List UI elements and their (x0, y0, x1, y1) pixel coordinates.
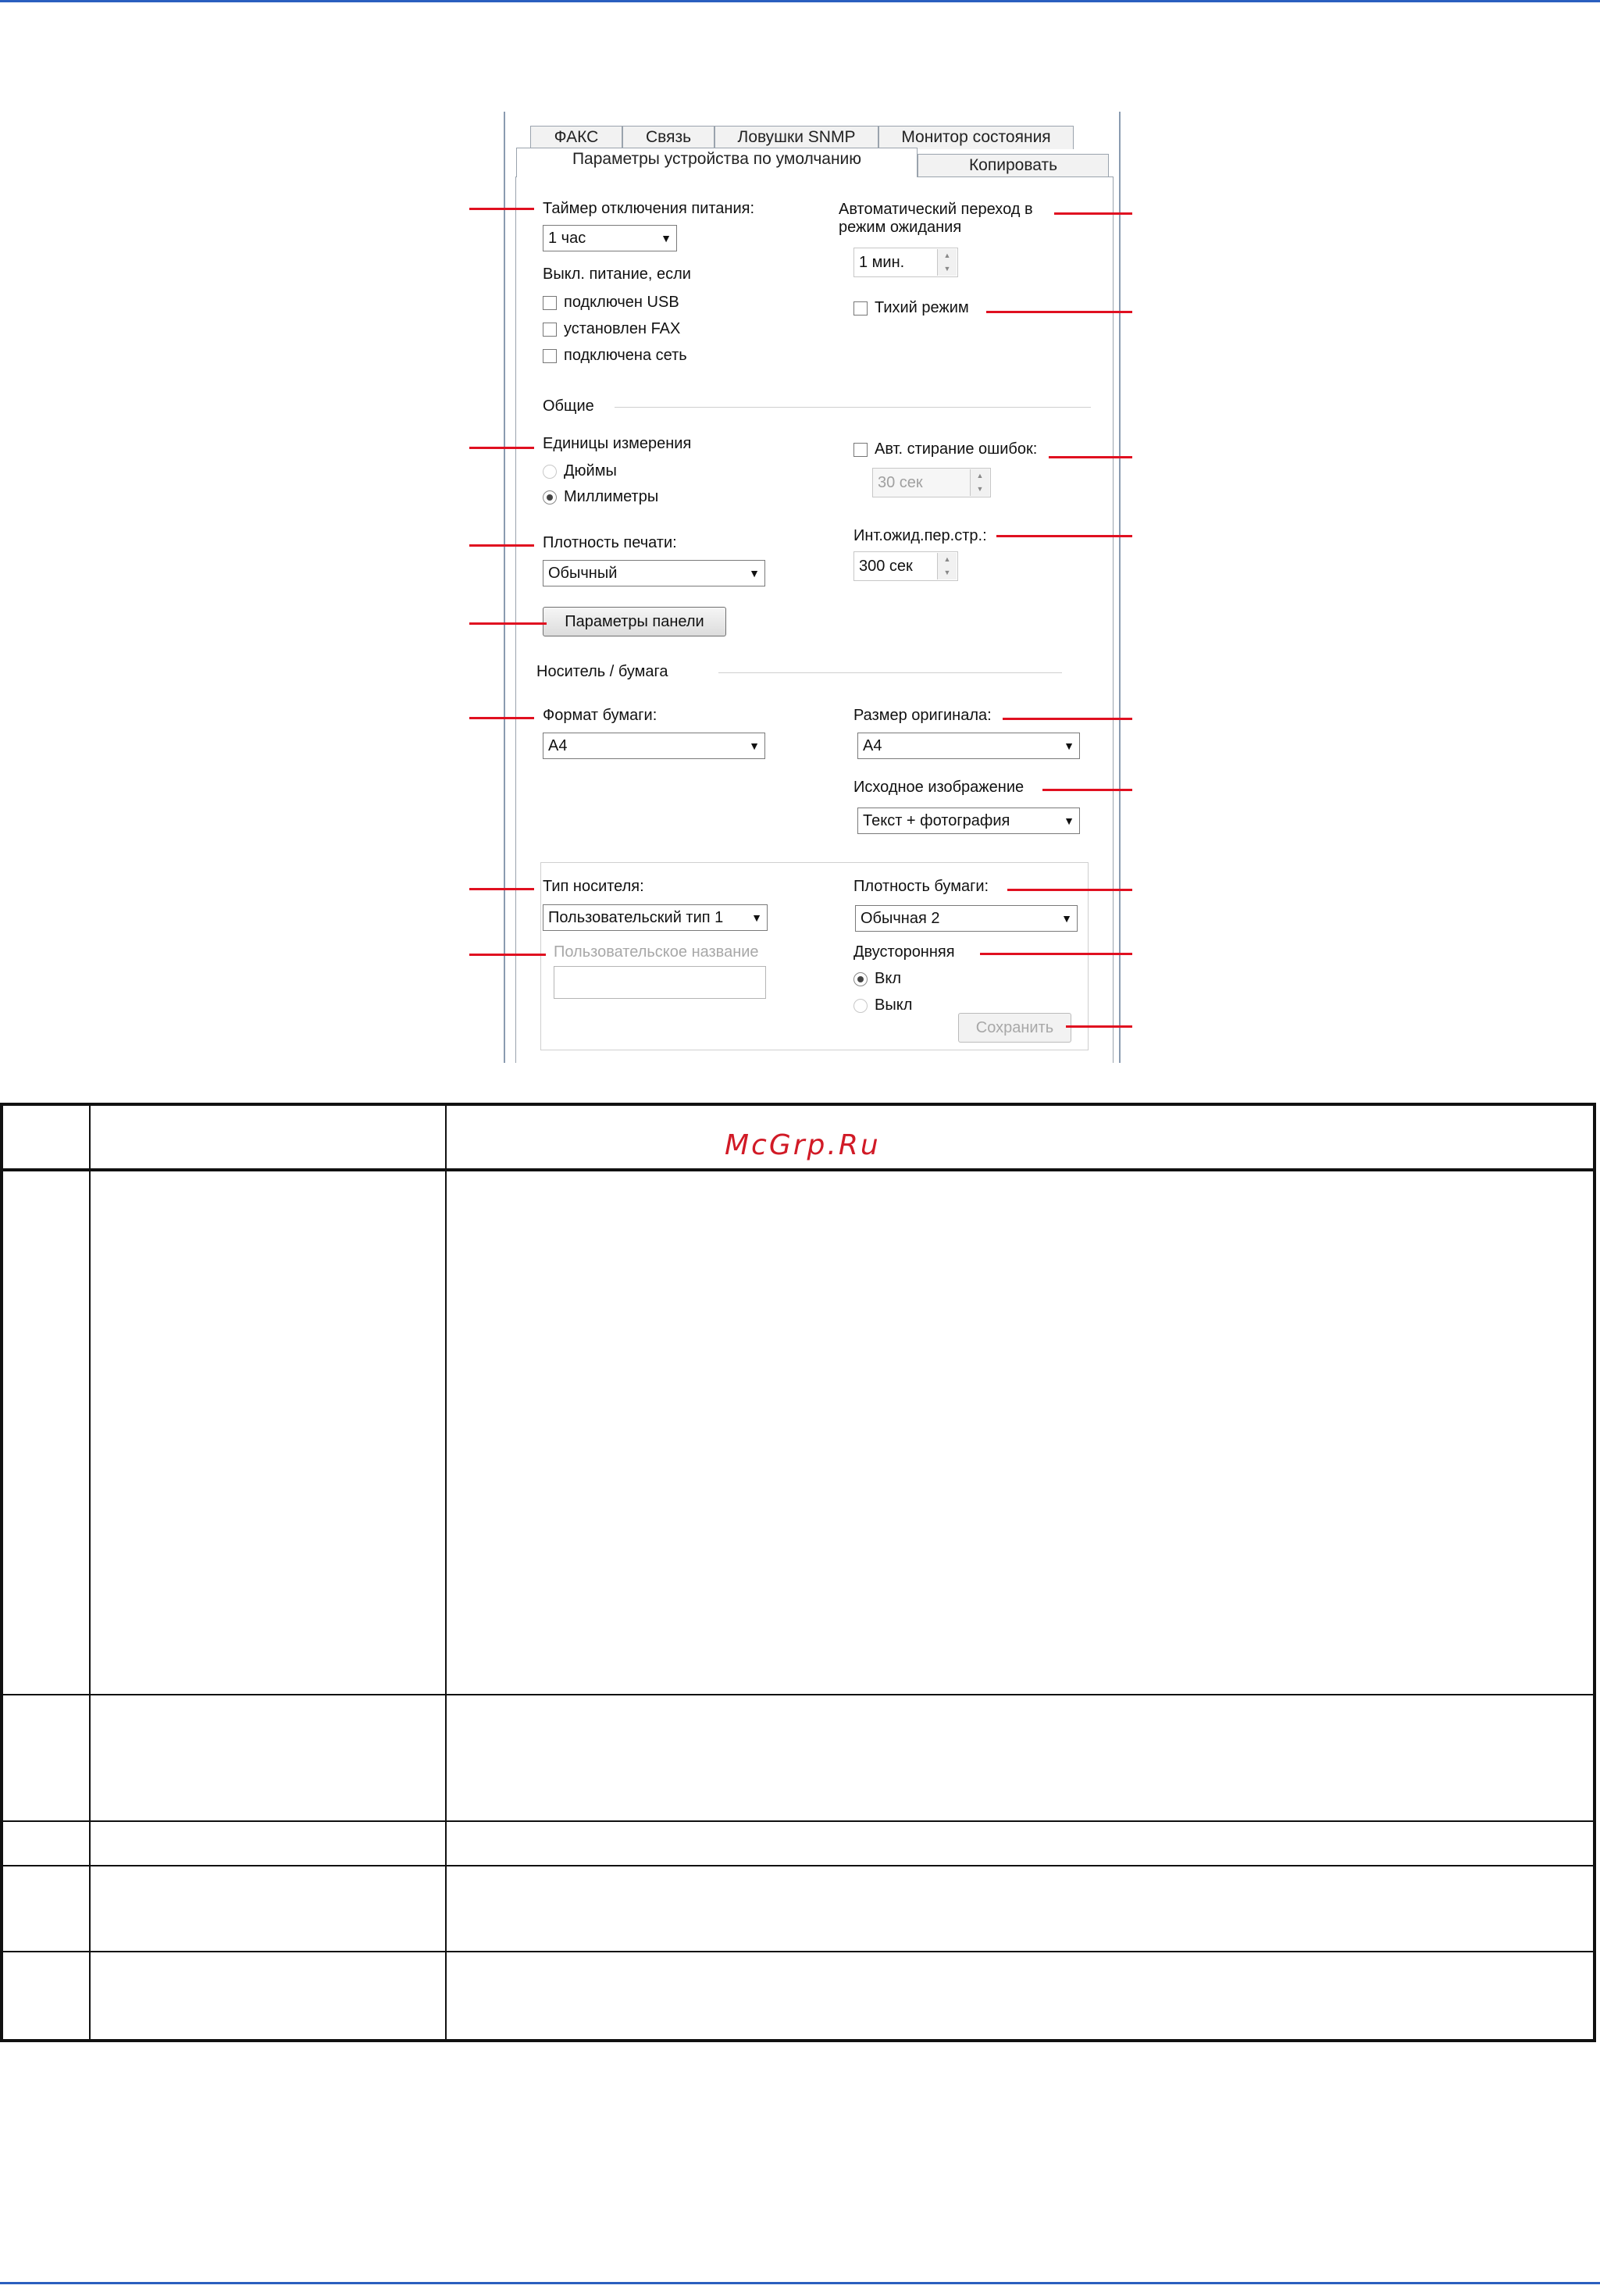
power-timer-label: Таймер отключения питания: (543, 200, 755, 217)
paper-format-value: A4 (548, 737, 568, 754)
millimeters-label: Миллиметры (564, 488, 659, 505)
power-off-if-label: Выкл. питание, если (543, 266, 691, 283)
row-divider (3, 1694, 1593, 1695)
header-separator (3, 1168, 1593, 1171)
callout-line (986, 311, 1132, 313)
general-section-label: Общие (543, 398, 594, 415)
save-button[interactable]: Сохранить (958, 1013, 1071, 1043)
paper-weight-value: Обычная 2 (861, 910, 940, 927)
sleep-time-value: 1 мин. (859, 254, 905, 271)
paper-format-select[interactable] (543, 733, 765, 759)
original-size-label: Размер оригинала: (853, 707, 992, 724)
source-image-value: Текст + фотография (863, 812, 1010, 829)
chevron-down-icon: ▼ (1064, 815, 1074, 827)
tab-connection[interactable]: Связь (622, 126, 714, 149)
source-image-label: Исходное изображение (853, 779, 1024, 796)
chevron-down-icon: ▼ (661, 232, 672, 244)
callout-line (1049, 456, 1132, 458)
column-divider (445, 1106, 447, 2039)
power-timer-value: 1 час (548, 230, 586, 247)
auto-clear-label: Авт. стирание ошибок: (875, 440, 1038, 458)
usb-label: подключен USB (564, 294, 679, 311)
page-wait-spinner[interactable] (853, 551, 958, 581)
source-image-select[interactable] (857, 808, 1080, 834)
custom-name-label: Пользовательское название (554, 943, 759, 961)
fax-label: установлен FAX (564, 320, 681, 337)
callout-line (469, 888, 534, 890)
chevron-down-icon: ▼ (749, 740, 760, 752)
chevron-down-icon: ▼ (749, 567, 760, 579)
millimeters-radio[interactable] (543, 490, 557, 504)
duplex-off-radio[interactable] (853, 999, 868, 1013)
callout-line (469, 544, 534, 547)
auto-sleep-label-2: режим ожидания (839, 219, 962, 236)
page-wait-label: Инт.ожид.пер.стр.: (853, 527, 987, 544)
callout-line (469, 208, 534, 210)
duplex-on-label: Вкл (875, 970, 901, 987)
duplex-on-radio[interactable] (853, 972, 868, 986)
fax-checkbox[interactable] (543, 323, 557, 337)
callout-line (996, 535, 1132, 537)
quiet-mode-label: Тихий режим (875, 299, 969, 316)
watermark: McGrp.Ru (725, 1129, 881, 1161)
power-timer-select[interactable] (543, 225, 677, 251)
top-rule (0, 0, 1600, 2)
custom-name-input[interactable] (554, 966, 766, 999)
usb-checkbox[interactable] (543, 296, 557, 310)
quiet-mode-checkbox[interactable] (853, 301, 868, 316)
print-density-label: Плотность печати: (543, 534, 677, 551)
print-density-select[interactable] (543, 560, 765, 586)
callout-line (469, 447, 534, 449)
callout-line (469, 622, 547, 625)
callout-line (469, 717, 534, 719)
paper-weight-select[interactable] (855, 905, 1078, 932)
panel-settings-button[interactable]: Параметры панели (543, 607, 726, 636)
row-divider (3, 1951, 1593, 1952)
general-divider (615, 407, 1091, 408)
duplex-off-label: Выкл (875, 996, 913, 1014)
tab-snmp-traps[interactable]: Ловушки SNMP (714, 126, 878, 149)
callout-line (1007, 889, 1132, 891)
auto-clear-value: 30 сек (878, 474, 923, 491)
paper-weight-label: Плотность бумаги: (853, 878, 989, 895)
tab-copy[interactable]: Копировать (918, 154, 1109, 177)
print-density-value: Обычный (548, 565, 618, 582)
spin-arrows-icon[interactable]: ▲ ▼ (937, 249, 957, 276)
tab-device-defaults[interactable]: Параметры устройства по умолчанию (516, 148, 918, 177)
chevron-down-icon: ▼ (751, 911, 762, 924)
inches-label: Дюймы (564, 462, 617, 480)
description-table (0, 1103, 1596, 2042)
callout-line (1054, 212, 1132, 215)
callout-line (1003, 718, 1132, 720)
row-divider (3, 1865, 1593, 1866)
auto-sleep-label-1: Автоматический переход в (839, 201, 1033, 218)
callout-line (1066, 1025, 1132, 1028)
media-divider (718, 672, 1062, 673)
callout-line (469, 954, 546, 956)
row-divider (3, 1820, 1593, 1822)
paper-format-label: Формат бумаги: (543, 707, 657, 724)
inches-radio[interactable] (543, 465, 557, 479)
spin-arrows-icon[interactable]: ▲ ▼ (970, 469, 989, 496)
spin-arrows-icon[interactable]: ▲ ▼ (937, 553, 957, 579)
tab-fax[interactable]: ФАКС (530, 126, 622, 149)
media-type-select[interactable] (543, 904, 768, 931)
network-label: подключена сеть (564, 347, 687, 364)
auto-clear-spinner[interactable] (872, 468, 991, 497)
media-type-value: Пользовательский тип 1 (548, 909, 724, 926)
sleep-time-spinner[interactable] (853, 248, 958, 277)
bottom-rule (0, 2282, 1600, 2284)
callout-line (1042, 789, 1132, 791)
device-defaults-dialog (504, 112, 1121, 1063)
media-type-label: Тип носителя: (543, 878, 644, 895)
chevron-down-icon: ▼ (1061, 912, 1072, 925)
tab-status-monitor[interactable]: Монитор состояния (878, 126, 1074, 149)
units-label: Единицы измерения (543, 435, 692, 452)
auto-clear-checkbox[interactable] (853, 443, 868, 457)
column-divider (89, 1106, 91, 2039)
network-checkbox[interactable] (543, 349, 557, 363)
media-section-label: Носитель / бумага (536, 663, 668, 680)
chevron-down-icon: ▼ (1064, 740, 1074, 752)
duplex-label: Двусторонняя (853, 943, 955, 961)
callout-line (980, 953, 1132, 955)
page-wait-value: 300 сек (859, 558, 913, 575)
original-size-value: A4 (863, 737, 882, 754)
original-size-select[interactable] (857, 733, 1080, 759)
